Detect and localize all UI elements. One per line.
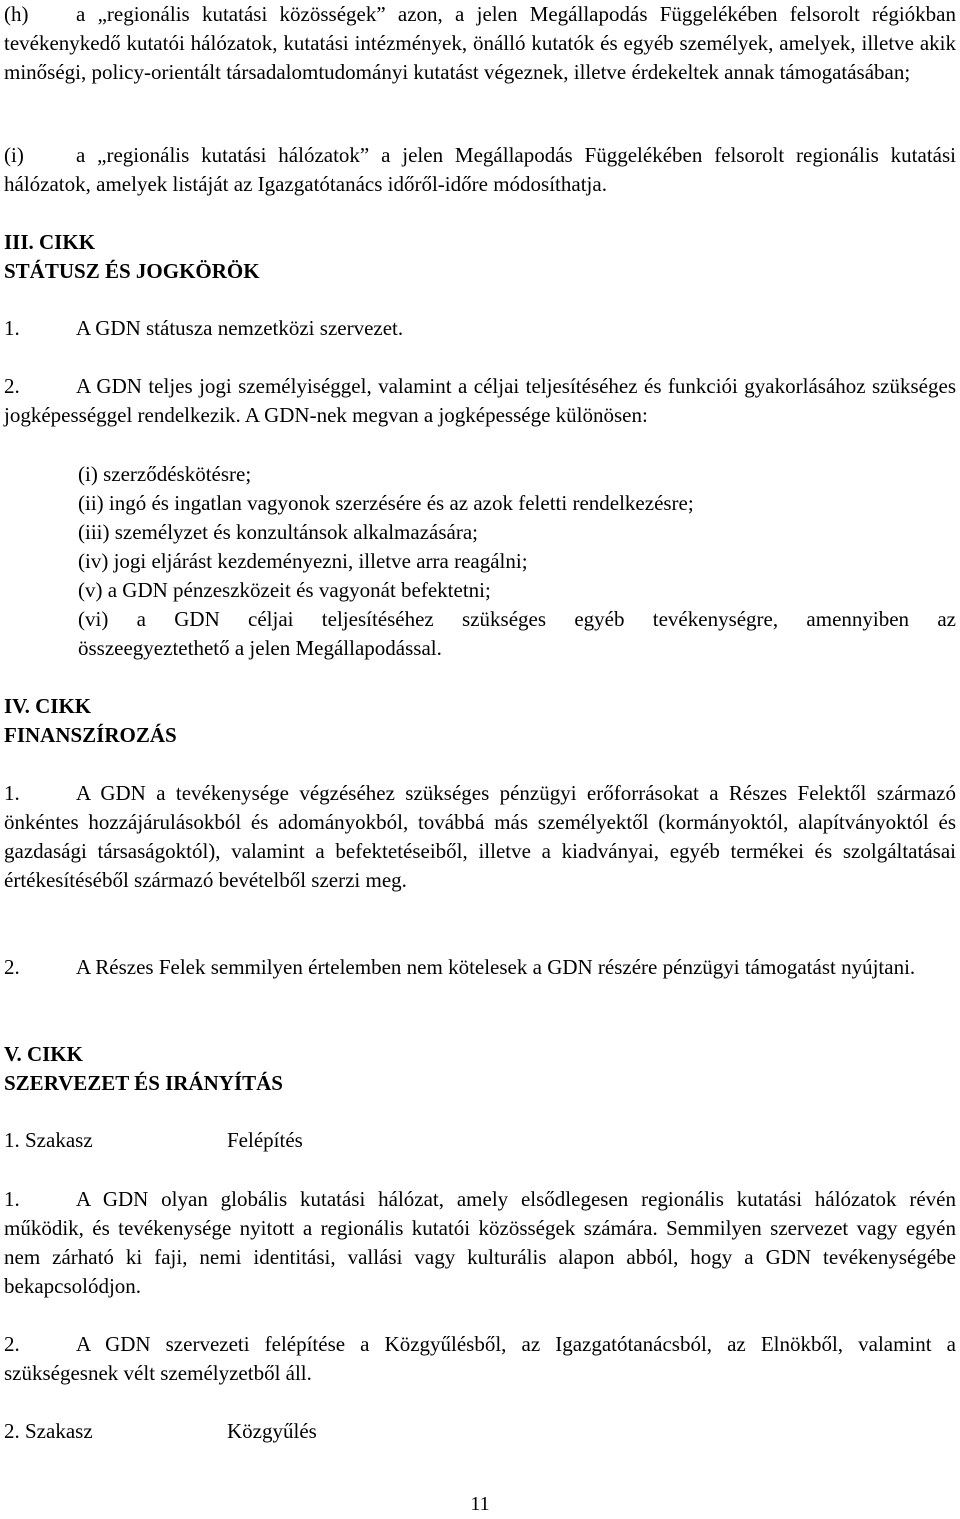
paragraph-i-label: (i)	[4, 143, 24, 167]
page-number: 11	[470, 1493, 490, 1515]
article-3-title: STÁTUSZ ÉS JOGKÖRÖK	[4, 259, 260, 283]
section-2-title: Közgyűlés	[227, 1419, 317, 1443]
article-4-title: FINANSZÍROZÁS	[4, 723, 177, 747]
capacity-item-6-line-2: összeegyeztethető a jelen Megállapodással.	[78, 636, 442, 660]
paragraph-i	[4, 141, 956, 199]
paragraph-h-label: (h)	[4, 2, 29, 26]
paragraph-i-text: a „regionális kutatási hálózatok” a jelen Megállapodás Függelékében felsorolt regionális kutatási hálózatok, amelyek listáját az Igazgatótanács időről-időre módosíthatja.	[4, 143, 956, 196]
article-5-p1-number: 1.	[4, 1187, 20, 1211]
article-5-number: V. CIKK	[4, 1042, 83, 1066]
article-5-paragraph-1	[4, 1185, 956, 1301]
article-4-p2-number: 2.	[4, 955, 20, 979]
article-4-p1-number: 1.	[4, 781, 20, 805]
article-3-p1-text: A GDN státusza nemzetközi szervezet.	[76, 316, 404, 340]
section-1-heading	[4, 1126, 303, 1155]
article-4-paragraph-2	[4, 953, 956, 982]
section-2-heading	[4, 1417, 317, 1446]
article-3-paragraph-2	[4, 372, 956, 430]
capacity-item-6-line-1: (vi) a GDN céljai teljesítéséhez szükséges egyéb tevékenységre, amennyiben az	[78, 607, 956, 631]
article-3-paragraph-1	[4, 314, 403, 343]
paragraph-h	[4, 0, 956, 87]
section-2-number: 2. Szakasz	[4, 1419, 93, 1443]
capacity-item-4: (iv) jogi eljárást kezdeményezni, illetve arra reagálni;	[78, 549, 528, 573]
article-4-p1-text: A GDN a tevékenysége végzéséhez szükséges pénzügyi erőforrásokat a Részes Felektől származó önkéntes hozzájárulásokból és adományokból, továbbá más személyektől (kormányoktól, alapítványoktól és gazdasági társaságoktól), valamint a befektetéseiből, illetve a kiadványai, egyéb termékei és szolgáltatásai értékesítéséből származó bevételből szerzi meg.	[4, 781, 956, 892]
article-4-paragraph-1	[4, 779, 956, 895]
article-4-p2-text: A Részes Felek semmilyen értelemben nem kötelesek a GDN részére pénzügyi támogatást nyújtani.	[76, 955, 916, 979]
article-3-number: III. CIKK	[4, 230, 96, 254]
section-1-number: 1. Szakasz	[4, 1128, 93, 1152]
capacity-item-1: (i) szerződéskötésre;	[78, 462, 252, 486]
article-5-paragraph-2	[4, 1330, 956, 1388]
capacity-item-5: (v) a GDN pénzeszközeit és vagyonát befektetni;	[78, 578, 491, 602]
capacity-item-2: (ii) ingó és ingatlan vagyonok szerzésére és az azok feletti rendelkezésre;	[78, 491, 694, 515]
article-5-title: SZERVEZET ÉS IRÁNYÍTÁS	[4, 1071, 283, 1095]
article-5-p1-text: A GDN olyan globális kutatási hálózat, amely elsődlegesen regionális kutatási hálózatok révén működik, és tevékenysége nyitott a regionális kutatói közösségek számára. Semmilyen szervezet vagy egyén nem zárható ki faji, nemi identitási, vallási vagy kulturális alapon abból, hogy a GDN tevékenységébe bekapcsolódjon.	[4, 1187, 956, 1298]
section-1-title: Felépítés	[227, 1128, 303, 1152]
article-3-p2-text: A GDN teljes jogi személyiséggel, valamint a céljai teljesítéséhez és funkciói gyakorlásához szükséges jogképességgel rendelkezik. A GDN-nek megvan a jogképessége különösen:	[4, 374, 956, 427]
article-5-p2-number: 2.	[4, 1332, 20, 1356]
article-4-number: IV. CIKK	[4, 694, 92, 718]
article-3-p2-number: 2.	[4, 374, 20, 398]
paragraph-h-text: a „regionális kutatási közösségek” azon, a jelen Megállapodás Függelékében felsorolt régiókban tevékenykedő kutatói hálózatok, kutatási intézmények, önálló kutatók és egyéb személyek, amelyek, illetve akik minőségi, policy-orientált társadalomtudományi kutatást végeznek, illetve érdekeltek annak támogatásában;	[4, 2, 956, 84]
article-3-p1-number: 1.	[4, 316, 20, 340]
article-5-p2-text: A GDN szervezeti felépítése a Közgyűlésből, az Igazgatótanácsból, az Elnökből, valamint a szükségesnek vélt személyzetből áll.	[4, 1332, 956, 1385]
capacity-item-3: (iii) személyzet és konzultánsok alkalmazására;	[78, 520, 478, 544]
